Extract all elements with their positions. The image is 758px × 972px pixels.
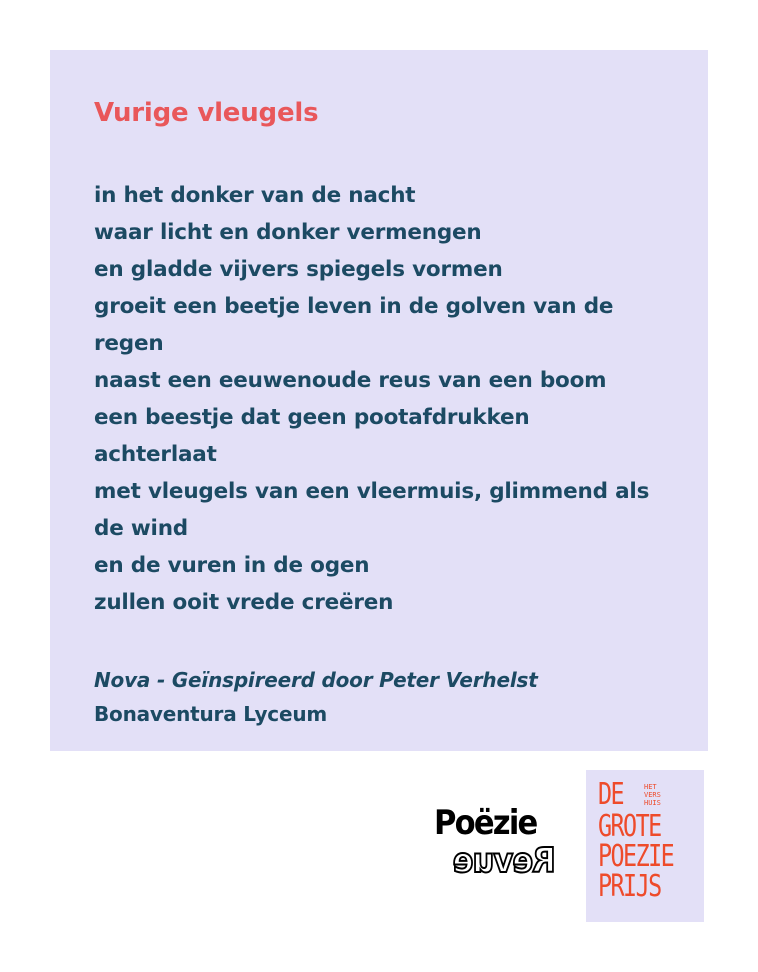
poem-line: groeit een beetje leven in de golven van de <box>94 294 614 319</box>
grote-poezie-prijs-logo <box>586 770 704 922</box>
poem-line: de wind <box>94 516 188 541</box>
gpp-logo-line: PRIJS <box>598 869 661 904</box>
gpp-logo-line: POEZIE <box>598 839 674 874</box>
poem-title: Vurige vleugels <box>94 98 319 128</box>
poem-author: Nova - Geïnspireerd door Peter Verhelst <box>94 668 538 692</box>
poem-line: regen <box>94 331 164 356</box>
poezie-revue-logo-top: Poëzie <box>434 803 537 843</box>
poem-line: waar licht en donker vermengen <box>94 220 482 245</box>
gpp-logo-line: GROTE <box>598 809 661 844</box>
poem-line: naast een eeuwenoude reus van een boom <box>94 368 607 393</box>
poem-school: Bonaventura Lyceum <box>94 702 328 726</box>
poem-card <box>50 50 708 751</box>
poem-line: en de vuren in de ogen <box>94 553 370 578</box>
poem-line: een beestje dat geen pootafdrukken <box>94 405 530 430</box>
poezie-revue-logo <box>434 803 568 885</box>
poezie-revue-logo-bottom-mirrored: Revue <box>453 841 556 881</box>
poem-line: achterlaat <box>94 442 217 467</box>
gpp-logo-small: HUIS <box>644 799 661 807</box>
poem-lines <box>94 177 674 621</box>
poem-line: in het donker van de nacht <box>94 183 416 208</box>
gpp-logo-line: DE <box>598 777 624 812</box>
poem-line: met vleugels van een vleermuis, glimmend als <box>94 479 650 504</box>
poem-line: zullen ooit vrede creëren <box>94 590 394 615</box>
gpp-logo-small: VERS <box>644 791 661 799</box>
poem-line: en gladde vijvers spiegels vormen <box>94 257 503 282</box>
gpp-logo-small: HET <box>644 783 657 791</box>
